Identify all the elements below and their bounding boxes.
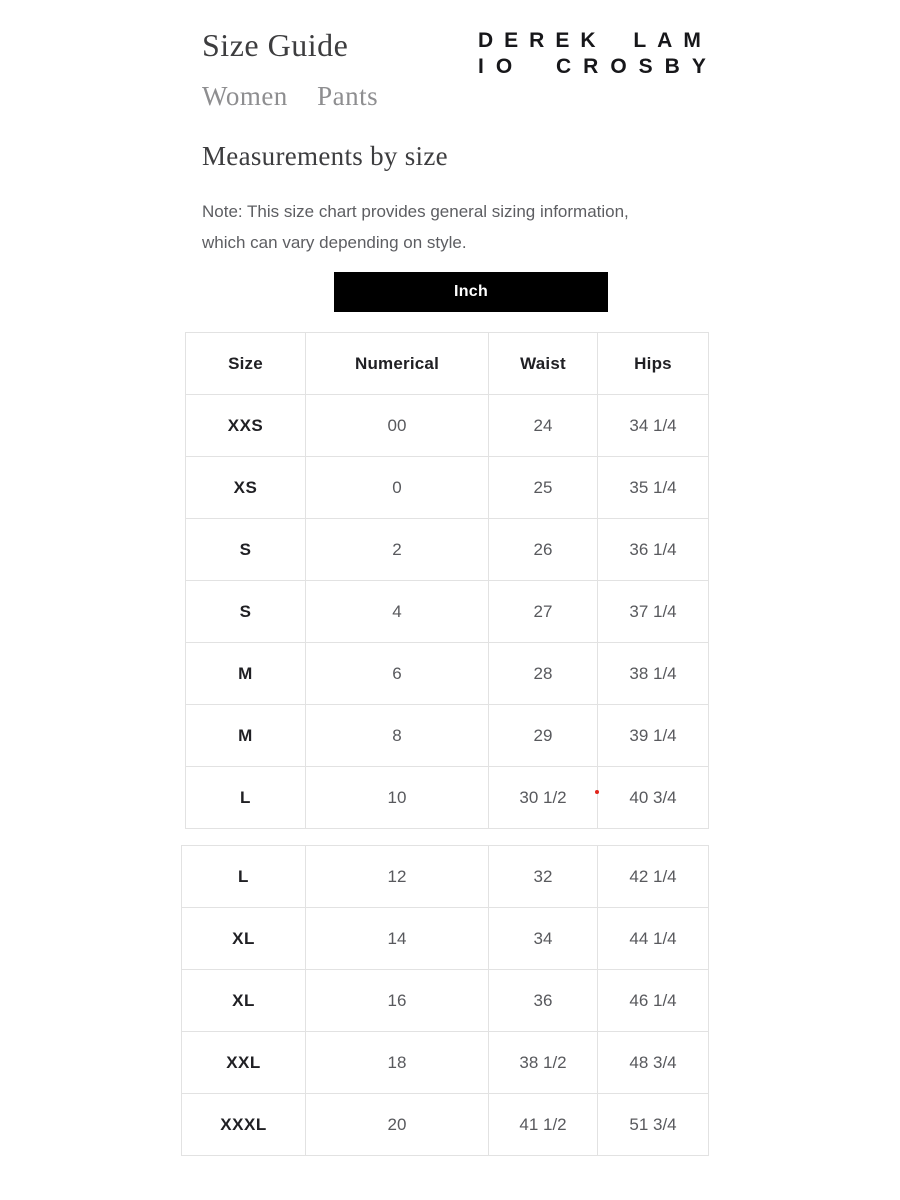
table-row [186,395,709,457]
value-cell: 8 [306,705,489,767]
value-cell: 40 3/4 [598,767,709,829]
value-cell: 0 [306,457,489,519]
breadcrumb [202,80,378,112]
value-cell: 44 1/4 [598,908,709,970]
table-row [186,581,709,643]
column-header-size: Size [186,333,306,395]
note-line-1: Note: This size chart provides general sizing information, [202,202,629,221]
size-table-lower [181,845,709,1156]
value-cell: 36 [489,970,598,1032]
size-cell: S [186,581,306,643]
value-cell: 27 [489,581,598,643]
size-cell: XXXL [182,1094,306,1156]
value-cell: 39 1/4 [598,705,709,767]
value-cell: 4 [306,581,489,643]
table-row [182,1032,709,1094]
value-cell: 34 [489,908,598,970]
size-cell: XS [186,457,306,519]
value-cell: 37 1/4 [598,581,709,643]
value-cell: 29 [489,705,598,767]
value-cell: 25 [489,457,598,519]
value-cell: 48 3/4 [598,1032,709,1094]
size-cell: M [186,705,306,767]
table-row [186,705,709,767]
table-row [182,908,709,970]
size-cell: M [186,643,306,705]
size-cell: XXL [182,1032,306,1094]
breadcrumb-item-women[interactable]: Women [202,81,288,111]
value-cell: 14 [306,908,489,970]
table-header-row [186,333,709,395]
table-row [186,519,709,581]
value-cell: 46 1/4 [598,970,709,1032]
section-title: Measurements by size [202,141,448,171]
size-table-upper [185,332,709,829]
value-cell: 38 1/4 [598,643,709,705]
size-cell: XL [182,970,306,1032]
table-row [182,846,709,908]
column-header-hips: Hips [598,333,709,395]
value-cell: 18 [306,1032,489,1094]
value-cell: 38 1/2 [489,1032,598,1094]
table-row [182,970,709,1032]
size-cell: XL [182,908,306,970]
table-row [186,457,709,519]
value-cell: 35 1/4 [598,457,709,519]
note-text [202,196,629,258]
size-cell: L [186,767,306,829]
value-cell: 26 [489,519,598,581]
value-cell: 16 [306,970,489,1032]
table-row [186,643,709,705]
value-cell: 6 [306,643,489,705]
value-cell: 12 [306,846,489,908]
size-cell: L [182,846,306,908]
column-header-waist: Waist [489,333,598,395]
value-cell: 36 1/4 [598,519,709,581]
value-cell: 42 1/4 [598,846,709,908]
value-cell: 20 [306,1094,489,1156]
value-cell: 28 [489,643,598,705]
value-cell: 32 [489,846,598,908]
brand-logo-line2: IO CROSBY [478,55,718,78]
value-cell: 24 [489,395,598,457]
brand-logo-line1: DEREK LAM [478,29,712,52]
column-header-numerical: Numerical [306,333,489,395]
brand-logo [478,28,718,80]
value-cell: 10 [306,767,489,829]
page-title: Size Guide [202,27,349,63]
inch-unit-button[interactable]: Inch [334,272,608,312]
value-cell: 30 1/2 [489,767,598,829]
table-row [182,1094,709,1156]
note-line-2: which can vary depending on style. [202,233,467,252]
red-dot-marker [595,790,599,794]
value-cell: 41 1/2 [489,1094,598,1156]
size-cell: S [186,519,306,581]
value-cell: 34 1/4 [598,395,709,457]
value-cell: 00 [306,395,489,457]
breadcrumb-item-pants[interactable]: Pants [317,81,379,111]
value-cell: 2 [306,519,489,581]
size-cell: XXS [186,395,306,457]
table-row [186,767,709,829]
value-cell: 51 3/4 [598,1094,709,1156]
